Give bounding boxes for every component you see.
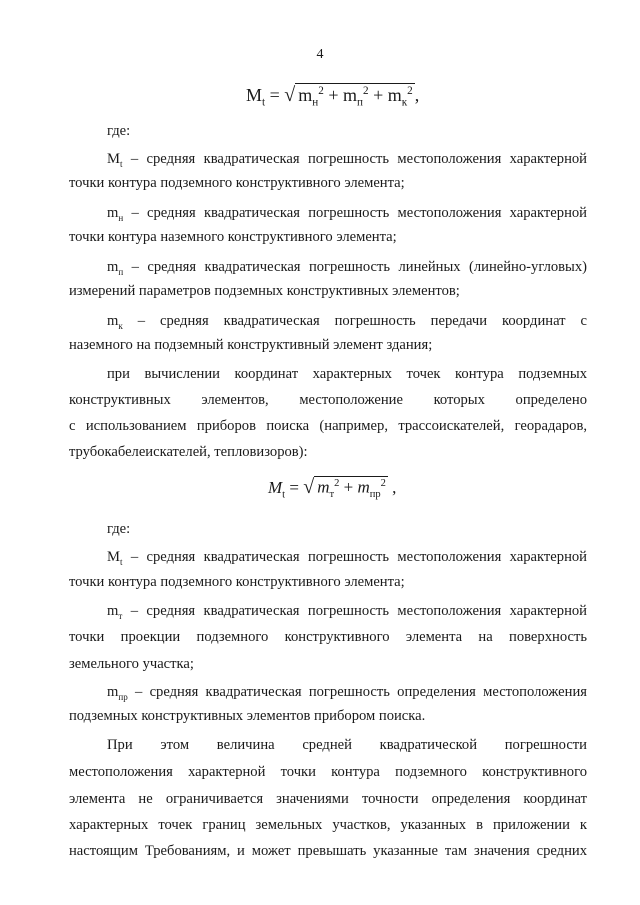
definition-symbol: m (107, 313, 119, 329)
formula1-term2-sup: 2 (363, 85, 369, 97)
definition-symbol: m (107, 259, 119, 275)
definition-line-cont: наземного на подземный конструктивный элемент здания; (69, 337, 433, 353)
formula2-tail: , (387, 478, 397, 497)
formula1-term3-sub: к (401, 96, 408, 109)
definition-symbol-sub: к (118, 320, 123, 331)
definition-text: – средняя квадратическая погрешность местоположения характерной (122, 151, 587, 167)
where-label-2: где: (107, 521, 131, 537)
definition-line (107, 151, 587, 169)
paragraph-line: конструктивных элементов, местоположение которых определено (69, 392, 587, 408)
definition-line (107, 603, 587, 621)
formula2-term2: m (357, 478, 370, 497)
definition-line (107, 684, 587, 702)
definition-symbol: m (107, 684, 119, 700)
definition-symbol-sub: пр (118, 691, 128, 702)
formula1-term2-sub: п (357, 96, 363, 109)
formula2-term1-sup: 2 (334, 478, 340, 490)
definition-line (107, 205, 587, 223)
formula1-term1-sub: н (312, 96, 319, 109)
paragraph-line: местоположения характерной точки контура подземного конструктивного (69, 764, 587, 780)
formula2-eq: = (285, 478, 304, 497)
formula1-tail: , (414, 85, 420, 105)
definition-symbol-sub: п (118, 266, 124, 277)
paragraph-line: трубокабелеискателей, тепловизоров): (69, 444, 308, 460)
formula1-term2: m (343, 85, 358, 105)
formula2-term2-sub: пр (369, 489, 381, 501)
paragraph-line: при вычислении координат характерных точек контура подземных (107, 366, 587, 382)
formula-total-error (246, 83, 419, 109)
definition-text: – средняя квадратическая погрешность определения местоположения (127, 684, 587, 700)
definition-symbol-sub: т (118, 610, 123, 621)
paragraph-line: настоящим Требованиям, и может превышать указанные там значения средних (69, 843, 587, 859)
formula2-radicand (314, 476, 388, 501)
formula1-eq: = (265, 85, 285, 105)
formula2-lhs-sub: t (282, 489, 286, 501)
formula1-lhs: M (246, 85, 263, 105)
formula1-term3: m (387, 85, 402, 105)
definition-symbol: M (107, 151, 120, 167)
paragraph-line: характерных точек границ земельных участков, указанных в приложении к (69, 817, 587, 833)
definition-symbol: m (107, 205, 119, 221)
definition-line-cont: земельного участка; (69, 656, 194, 672)
page-number: 4 (316, 47, 324, 62)
formula-search-error (268, 476, 396, 501)
formula2-term1-sub: т (329, 489, 335, 501)
formula2-term2-sup: 2 (380, 478, 386, 490)
where-label-1: где: (107, 123, 131, 139)
definition-symbol-sub: t (119, 556, 123, 567)
formula1-term1: m (298, 85, 313, 105)
definition-symbol: M (107, 549, 120, 565)
formula1-term3-sup: 2 (407, 85, 413, 97)
definition-text: – средняя квадратическая погрешность местоположения характерной (123, 205, 587, 221)
definition-line-cont: измерений параметров подземных конструктивных элементов; (69, 283, 460, 299)
definition-symbol-sub: н (118, 212, 124, 223)
formula1-term1-sup: 2 (318, 85, 324, 97)
definition-line (107, 313, 587, 331)
definition-line (107, 259, 587, 277)
definition-text: – средняя квадратическая погрешность передачи координат с (122, 313, 587, 329)
definition-line-cont: подземных конструктивных элементов прибором поиска. (69, 708, 426, 724)
definition-symbol-sub: t (119, 158, 123, 169)
definition-text: – средняя квадратическая погрешность линейных (линейно-угловых) (123, 259, 587, 275)
sqrt-icon: √ (284, 84, 296, 106)
sqrt-icon: √ (303, 476, 315, 498)
formula2-plus: + (339, 478, 358, 497)
definition-symbol: m (107, 603, 119, 619)
definition-line-cont: точки проекции подземного конструктивного элемента на поверхность (69, 629, 587, 645)
definition-text: – средняя квадратическая погрешность местоположения характерной (122, 549, 587, 565)
formula2-lhs: M (268, 478, 283, 497)
definition-line-cont: точки контура подземного конструктивного элемента; (69, 574, 405, 590)
paragraph-line: элемента не ограничивается значениями точности определения координат (69, 791, 587, 807)
definition-line-cont: точки контура наземного конструктивного элемента; (69, 229, 397, 245)
paragraph-line: При этом величина средней квадратической погрешности (107, 737, 587, 753)
formula1-radicand (295, 83, 414, 109)
definition-text: – средняя квадратическая погрешность местоположения характерной (122, 603, 587, 619)
paragraph-line: с использованием приборов поиска (например, трассоискателей, георадаров, (69, 418, 587, 434)
formula1-lhs-sub: t (262, 96, 266, 109)
definition-line-cont: точки контура подземного конструктивного элемента; (69, 175, 405, 191)
formula1-plus1: + (323, 85, 343, 105)
formula2-term1: m (317, 478, 330, 497)
definition-line (107, 549, 587, 567)
formula1-plus2: + (368, 85, 388, 105)
